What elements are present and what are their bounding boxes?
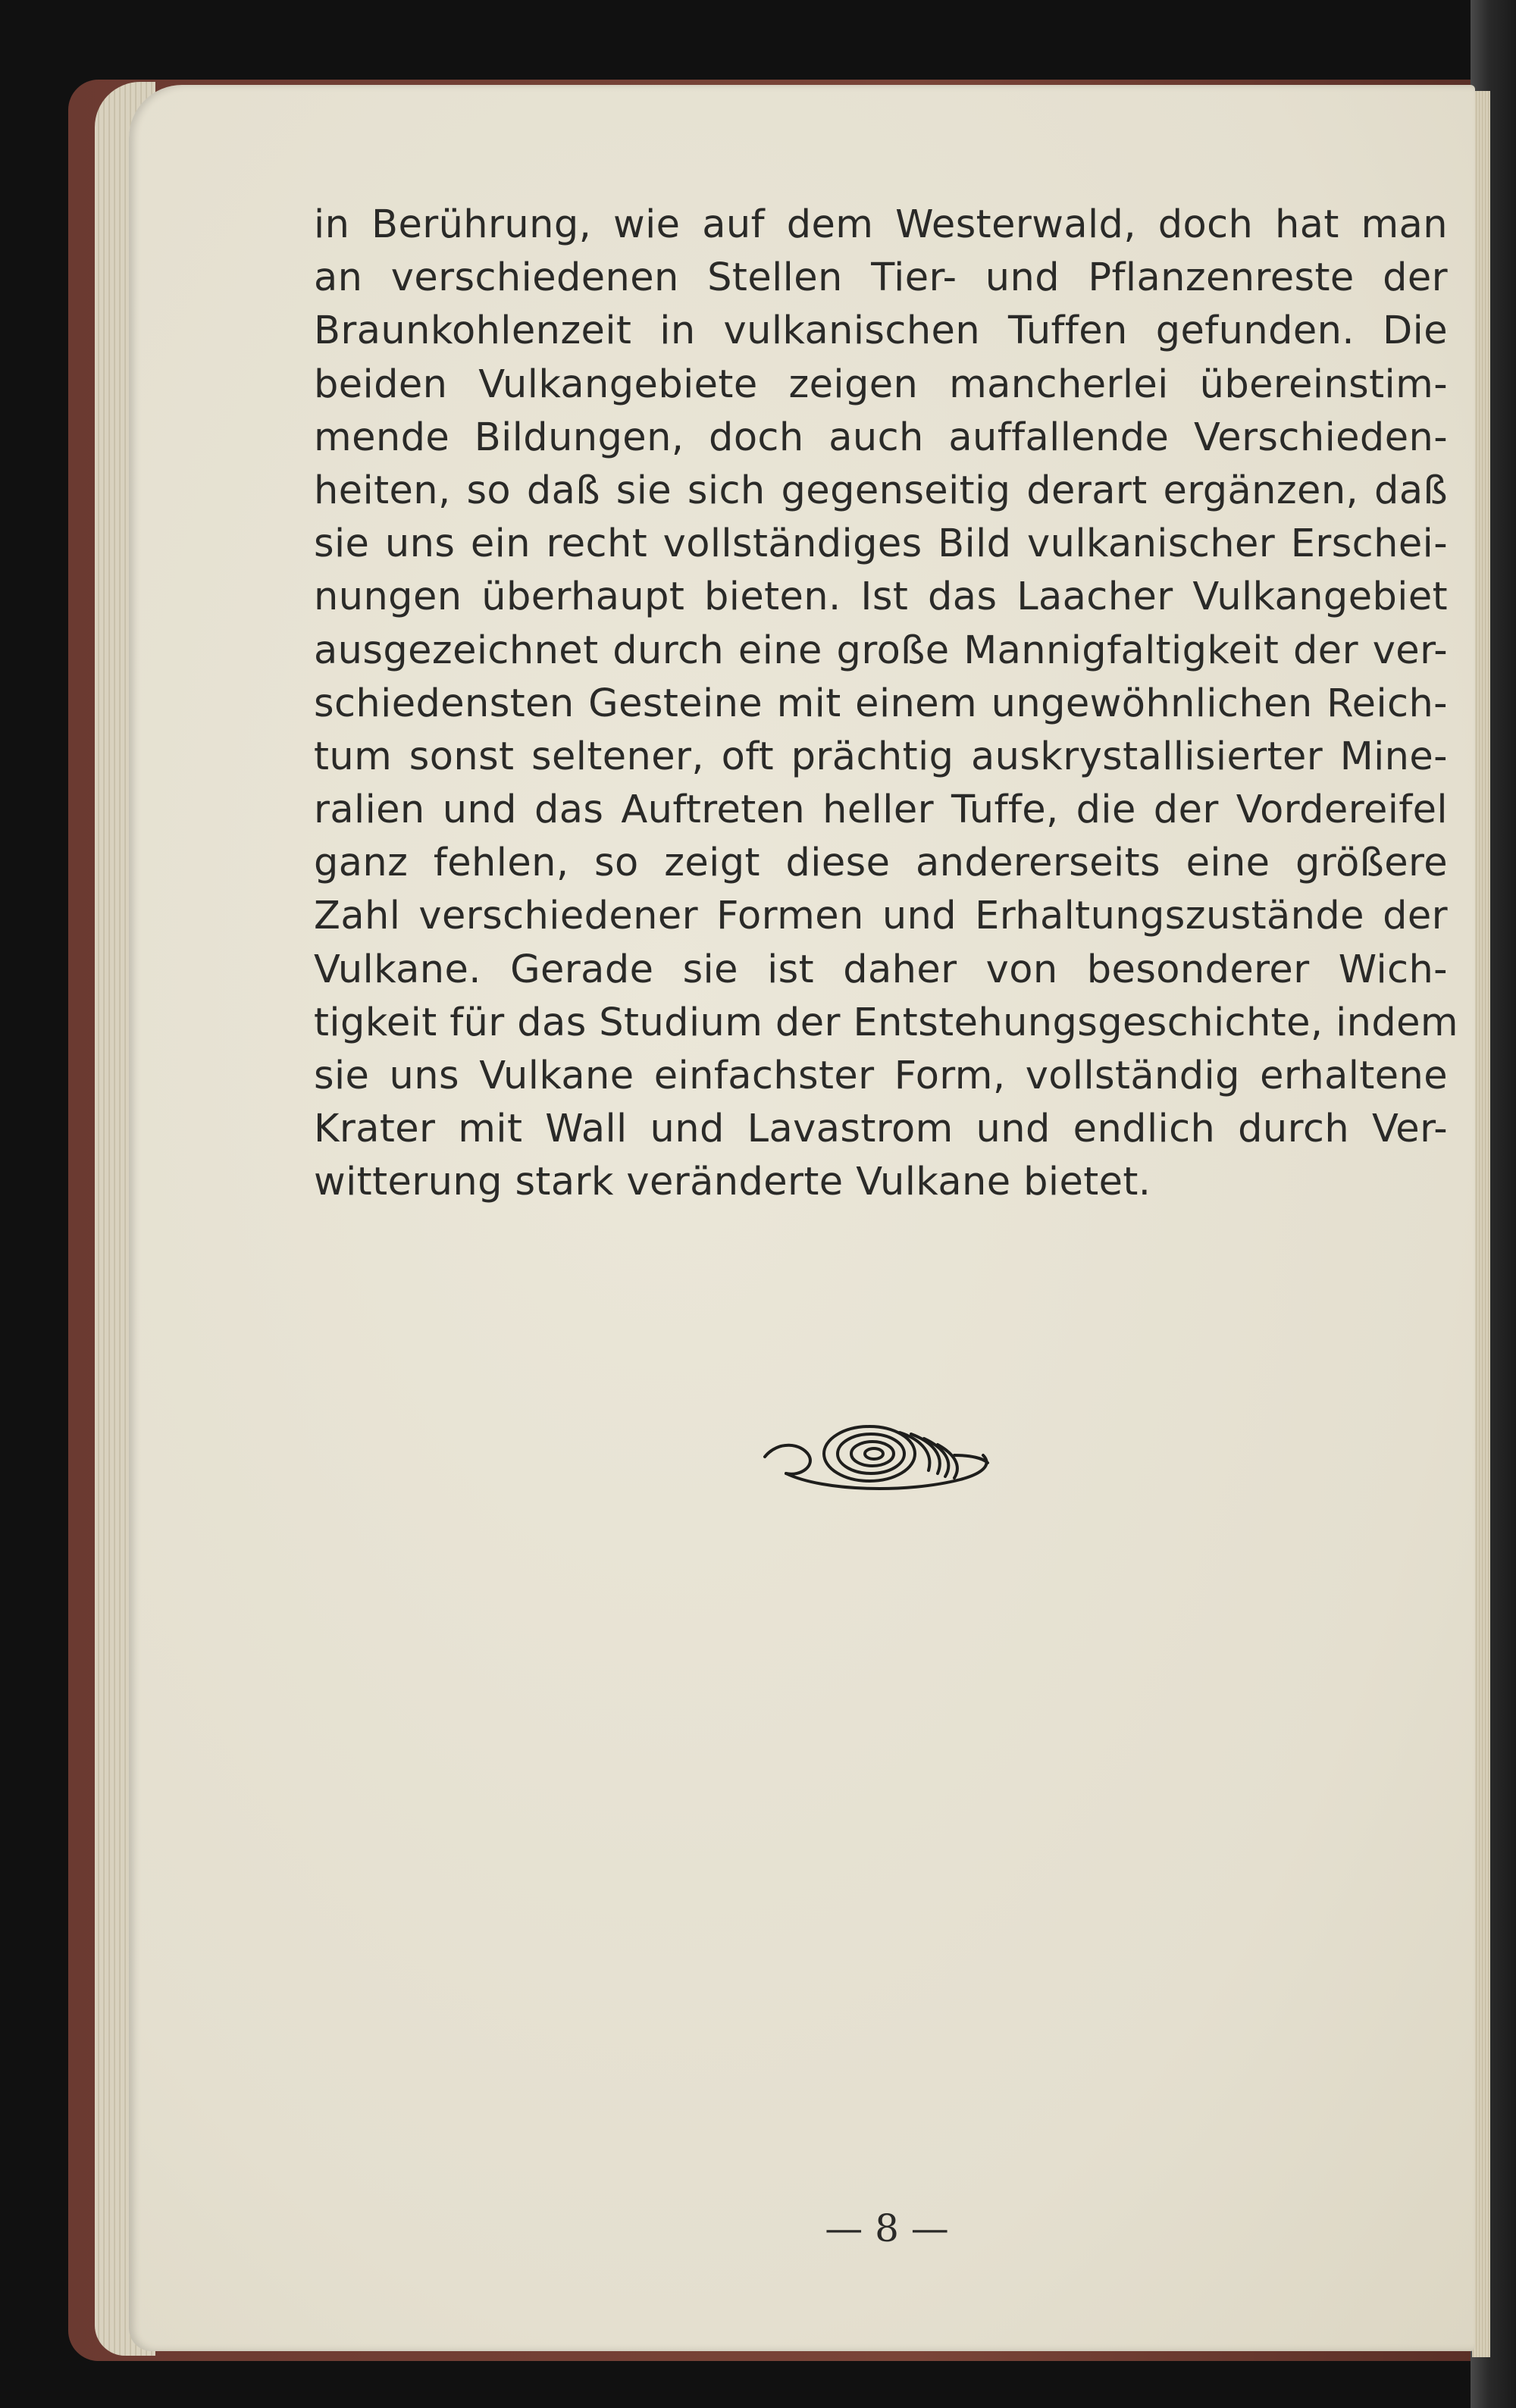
body-text <box>314 199 1458 1210</box>
text-line: ralien und das Auftreten heller Tuffe, die der Vordereifel <box>314 788 1448 833</box>
text-line: nungen überhaupt bieten. Ist das Laacher Vulkangebiet <box>314 575 1448 620</box>
swirl-ornament-icon <box>756 1417 998 1501</box>
text-line: mende Bildungen, doch auch auffallende Verschieden- <box>314 415 1448 460</box>
text-line: heiten, so daß sie sich gegenseitig derart ergänzen, daß <box>314 468 1448 513</box>
text-line: Vulkane. Gerade sie ist daher von besonderer Wich- <box>314 947 1448 992</box>
text-line: in Berührung, wie auf dem Westerwald, doch hat man <box>314 202 1448 247</box>
text-line: tum sonst seltener, oft prächtig auskrystallisierter Mine- <box>314 734 1448 779</box>
text-line: schiedensten Gesteine mit einem ungewöhnlichen Reich- <box>314 681 1448 726</box>
page-number: — 8 — <box>825 2206 949 2250</box>
text-line: tigkeit für das Studium der Entstehungsgeschichte, indem <box>314 1000 1458 1045</box>
text-line: ganz fehlen, so zeigt diese andererseits eine größere <box>314 841 1448 886</box>
text-line: Braunkohlenzeit in vulkanischen Tuffen gefunden. Die <box>314 308 1448 354</box>
text-line: Zahl verschiedener Formen und Erhaltungszustände der <box>314 894 1448 939</box>
text-line: sie uns Vulkane einfachster Form, vollständig erhaltene <box>314 1054 1448 1098</box>
text-line: sie uns ein recht vollständiges Bild vulkanischer Erschei- <box>314 521 1448 567</box>
text-line: Krater mit Wall und Lavastrom und endlich durch Ver- <box>314 1107 1448 1152</box>
text-line: witterung stark veränderte Vulkane bietet. <box>314 1160 1151 1205</box>
text-line: beiden Vulkangebiete zeigen mancherlei übereinstim- <box>314 362 1448 407</box>
text-line: an verschiedenen Stellen Tier- und Pflanzenreste der <box>314 255 1448 301</box>
text-line: ausgezeichnet durch eine große Mannigfaltigkeit der ver- <box>314 628 1448 673</box>
